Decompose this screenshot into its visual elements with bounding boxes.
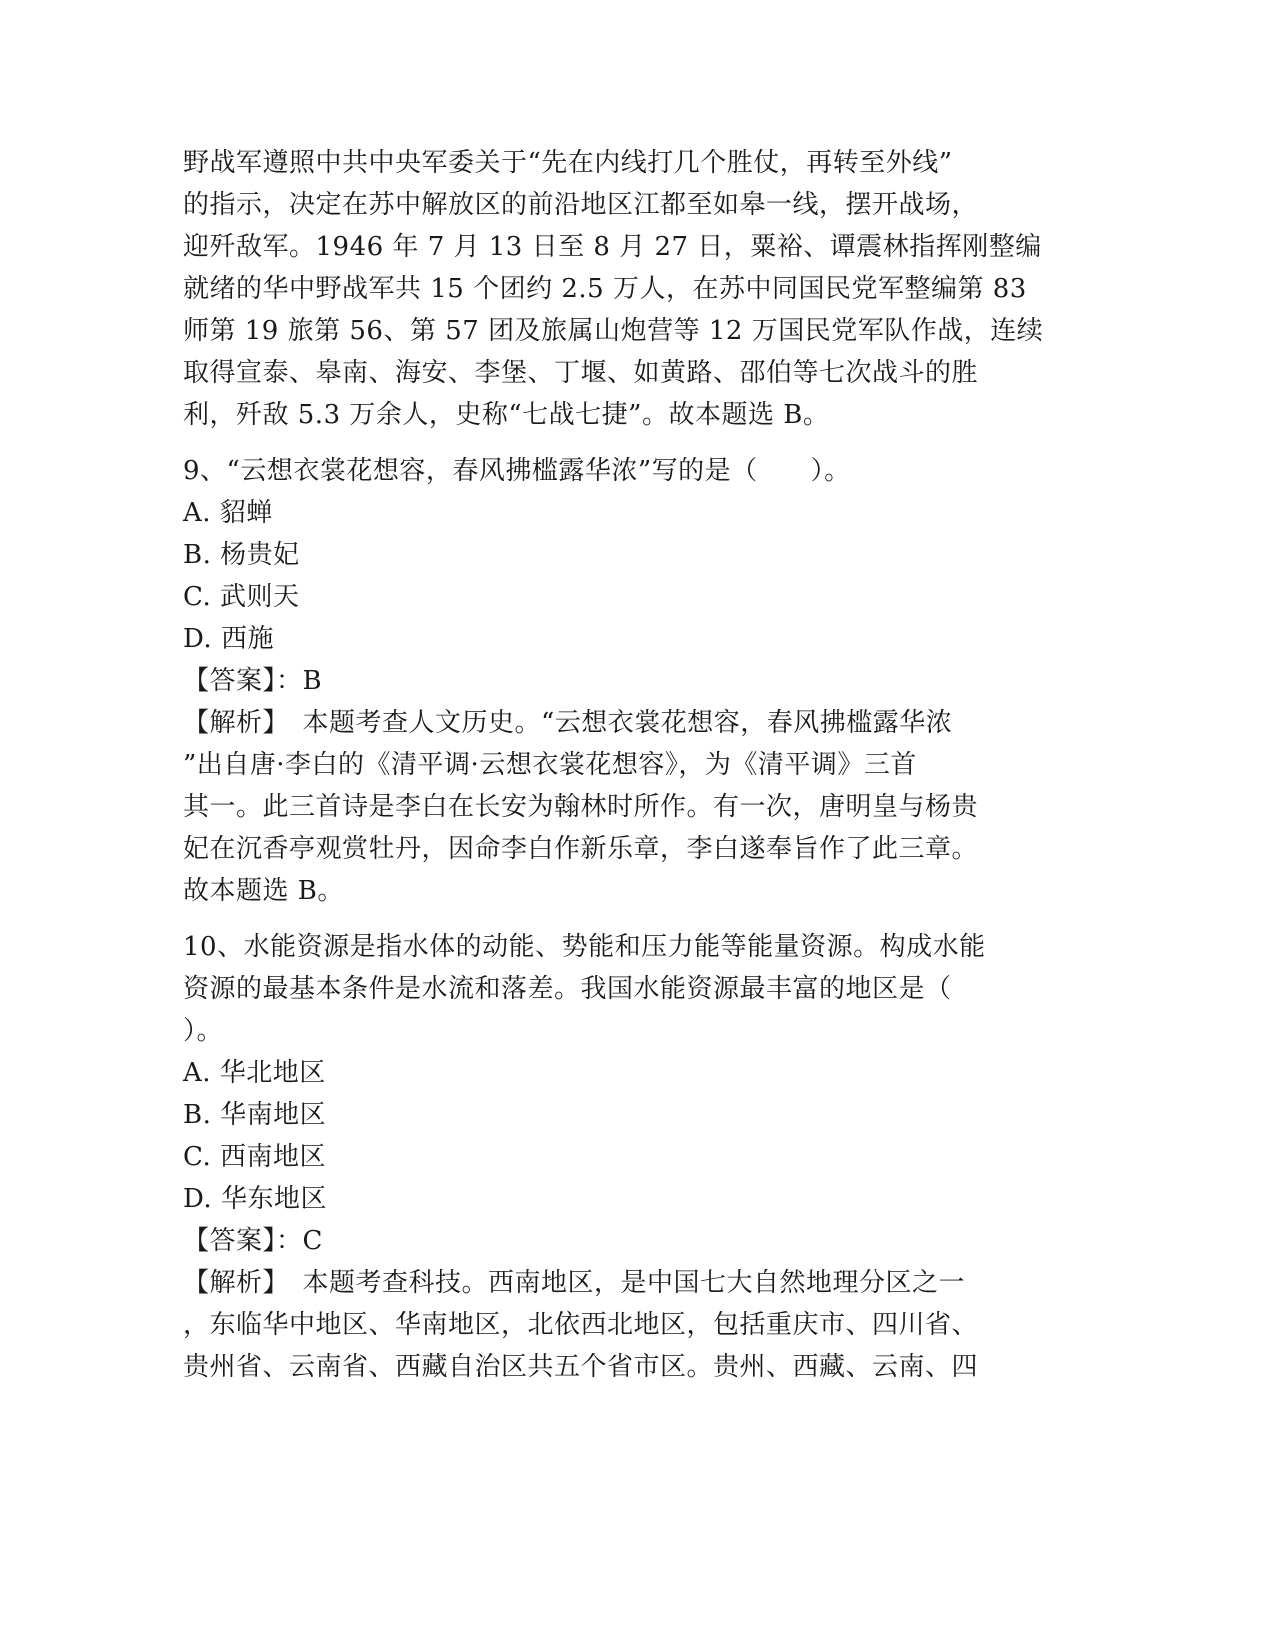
explanation-line: ，东临华中地区、华南地区，北依西北地区，包括重庆市、四川省、 xyxy=(183,1310,979,1340)
intro-line: 取得宣泰、皋南、海安、李堡、丁堰、如黄路、邵伯等七次战斗的胜 xyxy=(183,358,979,388)
explanation-line: ”出自唐·李白的《清平调·云想衣裳花想容》，为《清平调》三首 xyxy=(183,750,917,780)
explanation-line: 贵州省、云南省、西藏自治区共五个省市区。贵州、西藏、云南、四 xyxy=(183,1352,979,1382)
intro-line: 的指示，决定在苏中解放区的前沿地区江都至如皋一线，摆开战场， xyxy=(183,190,979,220)
intro-line: 野战军遵照中共中央军委关于“先在内线打几个胜仗，再转至外线” xyxy=(183,148,953,178)
question-text: 资源的最基本条件是水流和落差。我国水能资源最丰富的地区是（ xyxy=(183,974,952,1004)
question-text: ）。 xyxy=(183,1016,224,1046)
intro-line: 利，歼敌 5.3 万余人，史称“七战七捷”。故本题选 B。 xyxy=(183,400,830,430)
option-c: C. 西南地区 xyxy=(183,1142,326,1172)
intro-line: 迎歼敌军。1946 年 7 月 13 日至 8 月 27 日，粟裕、谭震林指挥刚整编 xyxy=(183,232,1042,262)
option-c: C. 武则天 xyxy=(183,582,300,612)
option-a: A. 貂蝉 xyxy=(183,498,273,528)
question-9 xyxy=(183,450,1063,912)
option-d: D. 华东地区 xyxy=(183,1184,327,1214)
answer-line: 【答案】：B xyxy=(183,666,323,696)
explanation-line: 【解析】 本题考查科技。西南地区，是中国七大自然地理分区之一 xyxy=(183,1268,966,1298)
option-b: B. 杨贵妃 xyxy=(183,540,300,570)
answer-line: 【答案】：C xyxy=(183,1226,323,1256)
option-a: A. 华北地区 xyxy=(183,1058,326,1088)
explanation-line: 【解析】 本题考查人文历史。“云想衣裳花想容，春风拂槛露华浓 xyxy=(183,708,953,738)
explanation-line: 妃在沉香亭观赏牡丹，因命李白作新乐章，李白遂奉旨作了此三章。 xyxy=(183,834,979,864)
option-d: D. 西施 xyxy=(183,624,274,654)
spacer xyxy=(183,912,1063,926)
explanation-line: 其一。此三首诗是李白在长安为翰林时所作。有一次，唐明皇与杨贵 xyxy=(183,792,979,822)
option-b: B. 华南地区 xyxy=(183,1100,327,1130)
question-text: 9、“云想衣裳花想容，春风拂槛露华浓”写的是（ ）。 xyxy=(183,456,851,486)
spacer xyxy=(183,436,1063,450)
question-text: 10、水能资源是指水体的动能、势能和压力能等能量资源。构成水能 xyxy=(183,932,986,962)
question-10 xyxy=(183,926,1063,1388)
intro-paragraph xyxy=(183,142,1063,436)
intro-line: 就绪的华中野战军共 15 个团约 2.5 万人，在苏中同国民党军整编第 83 xyxy=(183,274,1027,304)
intro-line: 师第 19 旅第 56、第 57 团及旅属山炮营等 12 万国民党军队作战，连续 xyxy=(183,316,1044,346)
document-page xyxy=(183,142,1063,1388)
explanation-line: 故本题选 B。 xyxy=(183,876,344,906)
